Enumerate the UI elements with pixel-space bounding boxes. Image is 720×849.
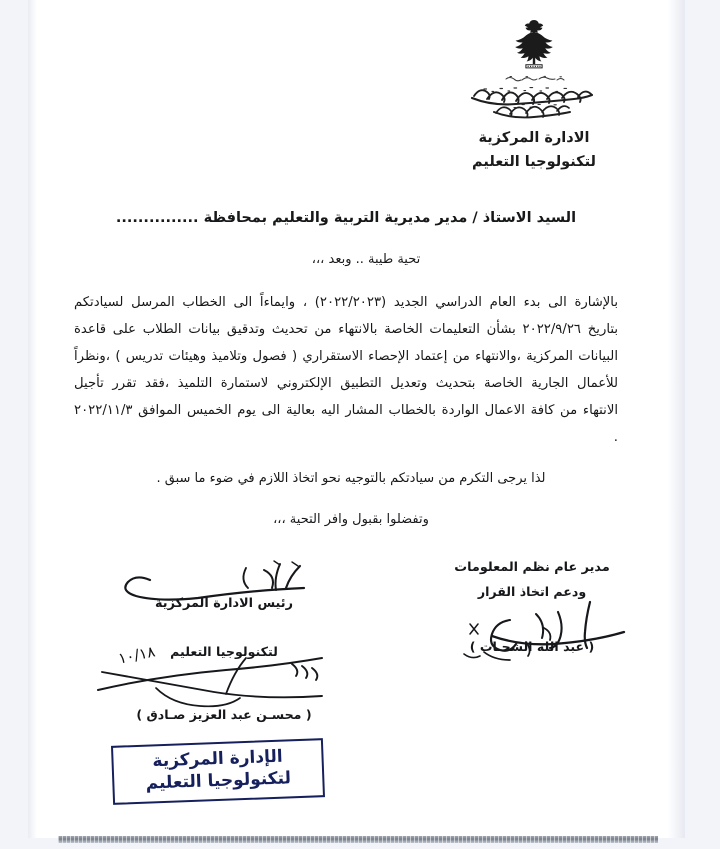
signature-left-name: ( محسـن عبد العزيز صـادق ): [136, 706, 312, 722]
signature-left-title-line-2: لتكنولوجيا التعليم: [170, 643, 278, 659]
handwritten-date-left: ١٠/١٨: [116, 642, 157, 668]
addressee-line: السيد الاستاذ / مدير مديرية التربية والتعليم بمحافظة ...............: [115, 210, 577, 226]
document-body: [60, 210, 632, 537]
greeting-line: تحية طيبة .. وبعد ،،،: [311, 252, 421, 267]
signature-block-right: [422, 556, 642, 654]
official-stamp-line-1: الإدارة المركزية: [152, 746, 283, 772]
signature-right-name: ( عبد الله الشحـات ): [469, 638, 595, 654]
letterhead-admin-line-1: الادارة المركزية: [478, 130, 590, 146]
request-line: لذا يرجى التكرم من سيادتكم بالتوجيه نحو اتخاذ اللازم في ضوء ما سبق .: [156, 471, 546, 487]
page-left-edge-shadow: [28, 0, 37, 838]
eagle-of-saladin-emblem: [511, 18, 557, 70]
scan-bottom-edge: [58, 836, 658, 843]
signature-right-title-line-2: ودعم اتخاذ القرار: [477, 583, 587, 599]
main-paragraph: بالإشارة الى بدء العام الدراسي الجديد (٢٠٢٢/٢٠٢٣) ، وايماءاً الى الخطاب المرسل لسيادتكم بتاريخ ٢٠٢٢/٩/٢٦ بشأن التعليمات الخاصة بالانتهاء من تحديث وتدقيق بيانات الطلاب على قاعدة البيانات المركزية ،والانتهاء من إعتماد الإحصاء الاستقراري ( فصول وتلاميذ وهيئات تدريس ) ،ونظراً للأعمال الجارية الخاصة بتحديث وتعديل التطبيق الإلكتروني لاستمارة التلميذ ،فقد تقرر تأجيل الانتهاء من كافة الاعمال الواردة بالخطاب المشار اليه بعالية الى يوم الخميس الموافق ٢٠٢٢/١١/٣ .: [74, 295, 618, 446]
letterhead-admin-line-2: لتكنولوجيا التعليم: [472, 153, 596, 170]
letterhead: [384, 18, 684, 175]
ministry-calligraphy-artwork: [454, 72, 614, 120]
official-stamp-line-2: لتكنولوجيا التعليم: [145, 768, 292, 794]
official-stamp: [111, 738, 325, 805]
closing-line: وتفضلوا بقبول وافر التحية ،،،: [273, 512, 429, 528]
signature-right-title-line-1: مدير عام نظم المعلومات: [454, 560, 610, 575]
signature-left-title-line-1: رئيس الادارة المركزية: [155, 596, 293, 611]
